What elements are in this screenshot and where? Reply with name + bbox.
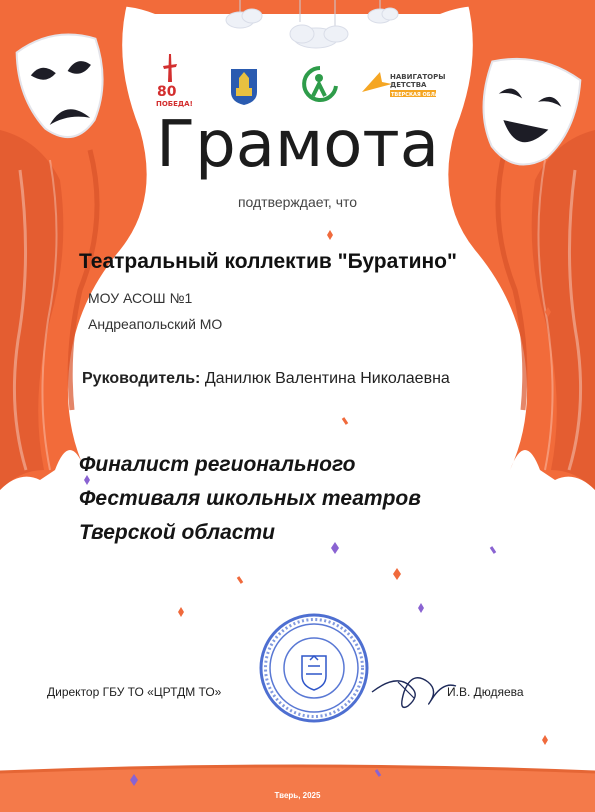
svg-text:НАВИГАТОРЫ: НАВИГАТОРЫ — [390, 73, 446, 81]
certificate-title: Грамота — [156, 108, 439, 182]
svg-text:ТВЕРСКАЯ ОБЛАСТЬ: ТВЕРСКАЯ ОБЛАСТЬ — [391, 92, 450, 98]
award-line-1: Финалист регионального — [79, 453, 356, 476]
official-stamp — [258, 612, 370, 724]
school-name: МОУ АСОШ №1 — [88, 290, 193, 306]
certificate-subtitle: подтверждает, что — [237, 194, 358, 210]
award-line-2: Фестиваля школьных театров — [79, 487, 421, 510]
director-name: И.В. Дюдяева — [447, 685, 524, 699]
footer-city-year: Тверь, 2025 — [274, 791, 321, 800]
leader-label: Руководитель: — [82, 370, 201, 387]
svg-text:ПОБЕДА!: ПОБЕДА! — [156, 100, 193, 108]
victory-80-logo — [155, 52, 193, 110]
director-title: Директор ГБУ ТО «ЦРТДМ ТО» — [47, 685, 222, 699]
svg-text:ДЕТСТВА: ДЕТСТВА — [390, 81, 427, 89]
svg-text:80: 80 — [157, 84, 177, 100]
partner-logos — [155, 52, 450, 112]
recipient-name: Театральный коллектив "Буратино" — [79, 250, 457, 273]
award-line-3: Тверской области — [79, 521, 275, 544]
leader-name: Данилюк Валентина Николаевна — [204, 370, 450, 387]
movement-of-first-logo — [303, 66, 337, 106]
leader-line — [82, 370, 450, 388]
tver-coat-of-arms-logo — [230, 68, 258, 106]
navigators-of-childhood-logo — [360, 68, 450, 102]
district-name: Андреапольский МО — [88, 316, 223, 332]
